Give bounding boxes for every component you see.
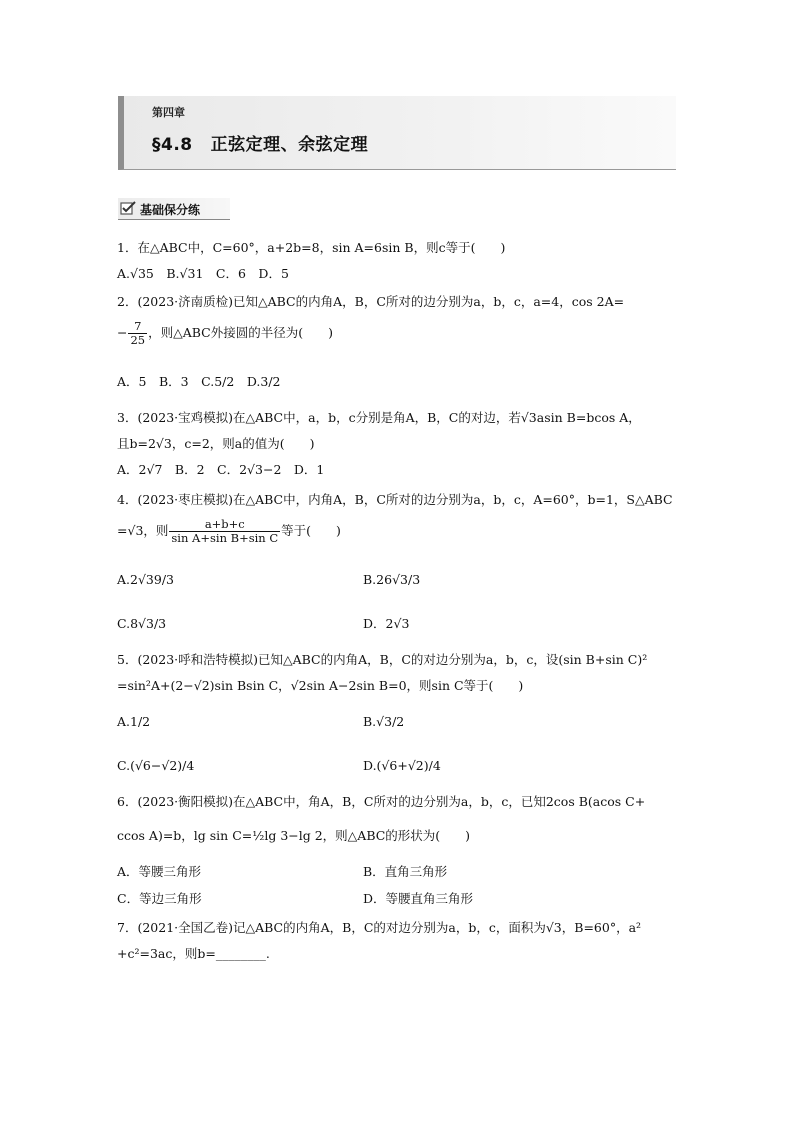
q7-stem-line2: +c²=3ac，则b=________. bbox=[117, 946, 270, 961]
page-title bbox=[152, 130, 368, 155]
q2-stem-line1: 2．(2023·济南质检)已知△ABC的内角A，B，C所对的边分别为a，b，c，a=4，cos 2A= bbox=[117, 294, 625, 309]
q2-options: A．5 B．3 C.5/2 D.3/2 bbox=[117, 374, 281, 389]
q4-option-a: A.2√39/3 bbox=[117, 572, 174, 587]
q6-stem-line1: 6．(2023·衡阳模拟)在△ABC中，角A，B，C所对的边分别为a，b，c，已知2cos B(acos C+ bbox=[117, 794, 646, 809]
practice-label: 基础保分练 bbox=[140, 203, 201, 217]
q3-stem-line1: 3．(2023·宝鸡模拟)在△ABC中，a，b，c分别是角A，B，C的对边，若√3asin B=bcos A， bbox=[117, 410, 641, 425]
q4-stem-line2: =√3，则 $\frac{a+b+c}{\text{sin A+sin B+sin C}}$ 等于( ) bbox=[117, 517, 341, 545]
q2-fraction: $\frac{7}{25}$ bbox=[130, 319, 146, 347]
q5-option-a: A.1/2 bbox=[117, 714, 151, 729]
q2-stem-line2: − $\frac{7}{25}$ ，则△ABC外接圆的半径为( ) bbox=[117, 319, 334, 347]
section-number: §4.8 bbox=[152, 135, 193, 155]
q5-stem-line1: 5．(2023·呼和浩特模拟)已知△ABC的内角A，B，C的对边分别为a，b，c，设(sin B+sin C)² bbox=[117, 652, 648, 667]
q6-option-a: A．等腰三角形 bbox=[117, 864, 202, 879]
practice-section-header bbox=[118, 198, 230, 220]
chapter-header bbox=[118, 96, 676, 170]
q4-option-b: B.26√3/3 bbox=[363, 572, 421, 587]
q5-stem-line2: =sin²A+(2−√2)sin Bsin C，√2sin A−2sin B=0，则sin C等于( ) bbox=[117, 678, 524, 693]
section-title: 正弦定理、余弦定理 bbox=[210, 135, 369, 155]
q4-option-d: D．2√3 bbox=[363, 616, 410, 631]
q1-stem: 1．在△ABC中，C=60°，a+2b=8，sin A=6sin B，则c等于( ) bbox=[117, 240, 506, 255]
q3-stem-line2: 且b=2√3，c=2，则a的值为( ) bbox=[117, 436, 315, 451]
q4-option-c: C.8√3/3 bbox=[117, 616, 167, 631]
q6-stem-line2: ccos A)=b，lg sin C=½lg 3−lg 2，则△ABC的形状为( ) bbox=[117, 828, 471, 843]
q6-option-b: B．直角三角形 bbox=[363, 864, 448, 879]
chapter-label: 第四章 bbox=[152, 106, 185, 119]
q1-options: A.√35 B.√31 C．6 D．5 bbox=[117, 266, 289, 281]
checkbox-check-icon bbox=[120, 200, 136, 216]
q5-option-c: C.(√6−√2)/4 bbox=[117, 758, 195, 773]
q4-fraction: $\frac{a+b+c}{\text{sin A+sin B+sin C}}$ bbox=[171, 517, 279, 545]
q6-option-d: D．等腰直角三角形 bbox=[363, 891, 474, 906]
q4-stem-line1: 4．(2023·枣庄模拟)在△ABC中，内角A，B，C所对的边分别为a，b，c，A=60°，b=1，S△ABC bbox=[117, 492, 673, 507]
q6-option-c: C．等边三角形 bbox=[117, 891, 202, 906]
q3-options: A．2√7 B．2 C．2√3−2 D．1 bbox=[117, 462, 325, 477]
q7-stem-line1: 7．(2021·全国乙卷)记△ABC的内角A，B，C的对边分别为a，b，c，面积为√3，B=60°，a² bbox=[117, 920, 642, 935]
q5-option-d: D.(√6+√2)/4 bbox=[363, 758, 441, 773]
q5-option-b: B.√3/2 bbox=[363, 714, 405, 729]
